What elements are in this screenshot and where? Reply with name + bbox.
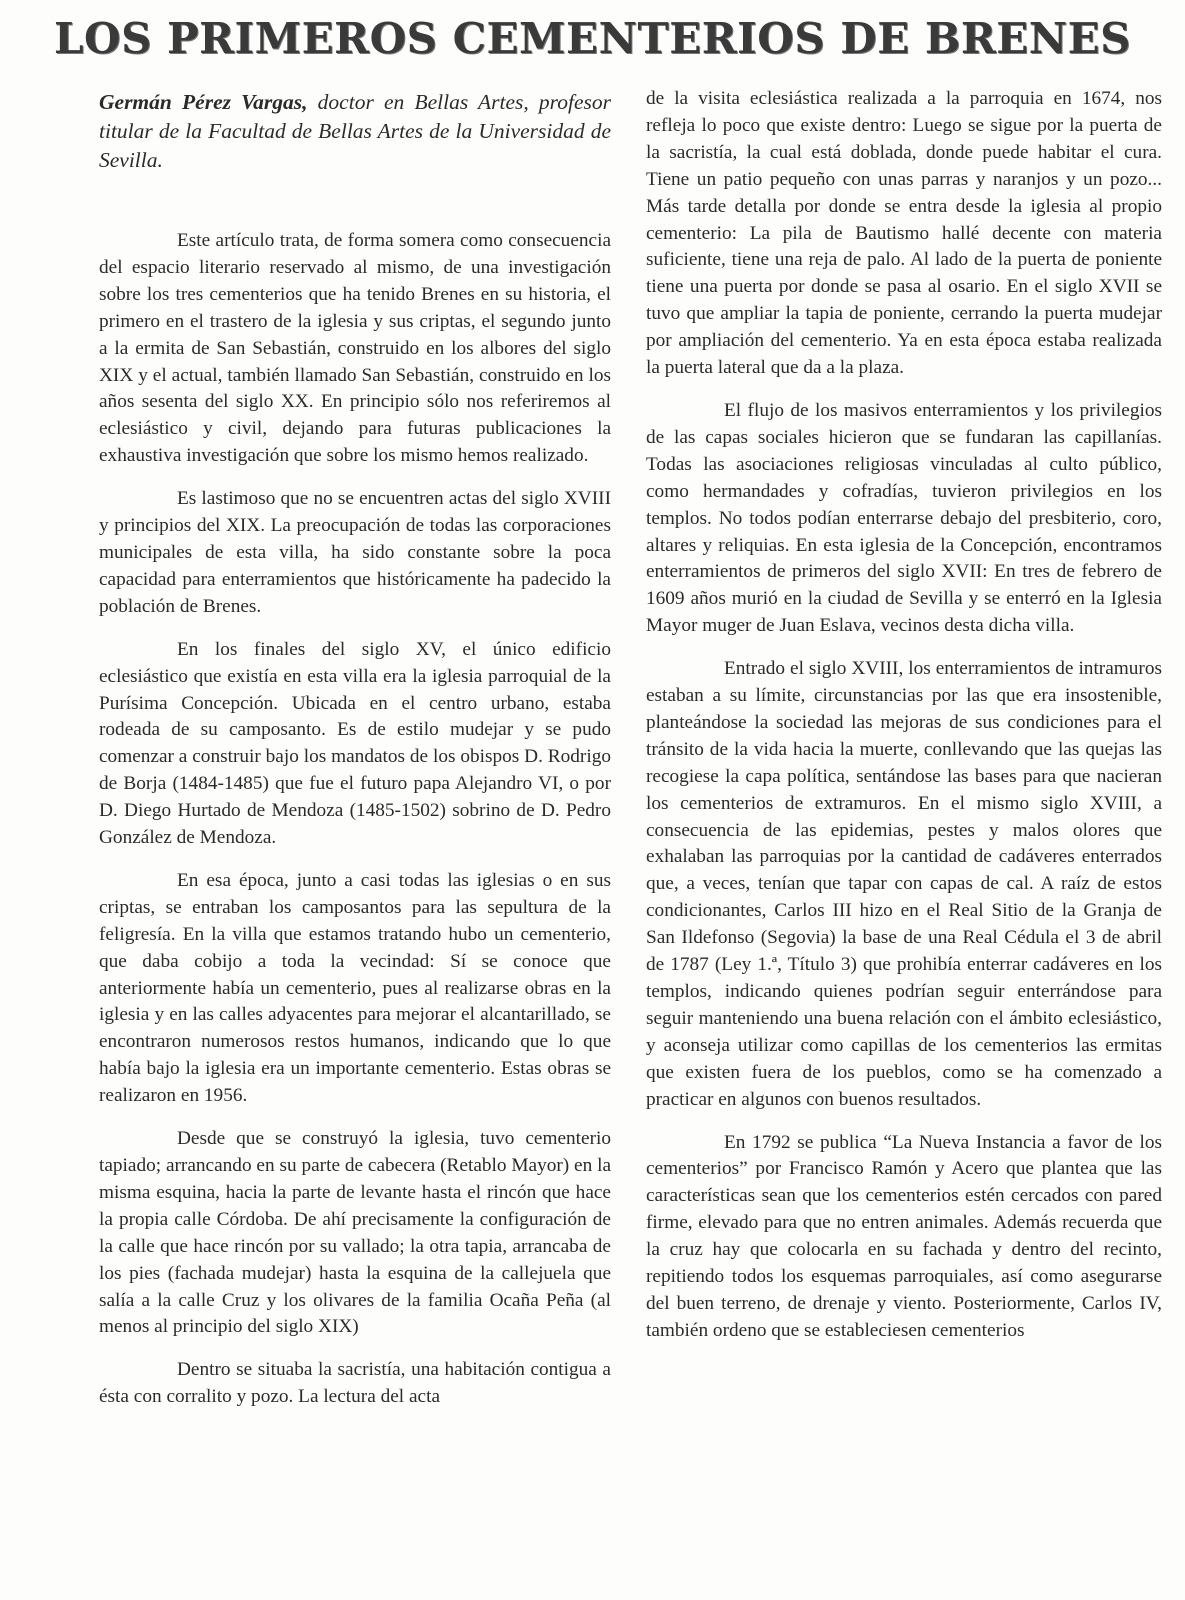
paragraph-1674-visit: de la visita eclesiástica realizada a la parroquia en 1674, nos refleja lo poco que existe dentro: Luego se sigue por la puerta de la sacristía, la cual está doblada, donde puede habitar el cura. Tiene un patio pequeño con unas parras y naranjos y un pozo... Más tarde detalla por donde se entra desde la iglesia al propio cementerio: La pila de Bautismo hallé decente con materia suficiente, tiene una reja de palo. Al lado de la puerta de poniente tiene una puerta por donde se pasa al osario. En el siglo XVII se tuvo que ampliar la tapia de poniente, cerrando la puerta mudejar por ampliación del cementerio. Ya en esta época estaba realizada la puerta lateral que da a la plaza.: [646, 88, 1162, 379]
byline-description: doctor en Bellas Artes, profesor titular de la Facultad de Bellas Artes de la Universidad de Sevilla.: [99, 90, 611, 172]
paragraph-1792-instance: En 1792 se publica “La Nueva Instancia a favor de los cementerios” por Francisco Ramón y Acero que plantea que las características sean que los cementerios estén cercados con pared firme, elevado para que no entren animales. Además recuerda que la cruz hay que colocarla en su fachada y dentro del recinto, repitiendo todos los esquemas parroquiales, así como asegurarse del buen terreno, de drenaje y viento. Posteriormente, Carlos IV, también ordeno que se estableciesen cementerios: [646, 1131, 1162, 1341]
paragraph-15th-century-church: En los finales del siglo XV, el único edificio eclesiástico que existía en esta villa era la iglesia parroquial de la Purísima Concepción. Ubicada en el centro urbano, estaba rodeada de su camposanto. Es de estilo mudejar y se pudo comenzar a construir bajo los mandatos de los obispos D. Rodrigo de Borja (1484-1485) que fue el futuro papa Alejandro VI, o por D. Diego Hurtado de Mendoza (1485-1502) sobrino de D. Pedro González de Mendoza.: [99, 638, 611, 849]
byline: [99, 88, 611, 175]
article-title: LOS PRIMEROS CEMENTERIOS DE BRENES: [53, 14, 1132, 63]
paragraph-introduction: Este artículo trata, de forma somera como consecuencia del espacio literario reservado al mismo, de una investigación sobre los tres cementerios que ha tenido Brenes en su historia, el primero en el trastero de la iglesia y sus criptas, el segundo junto a la ermita de San Sebastián, construido en los albores del siglo XIX y el actual, también llamado San Sebastián, construido en los años sesenta del siglo XX. En principio sólo nos referiremos al eclesiástico y civil, dejando para futuras publicaciones la exhaustiva investigación que sobre los mismo hemos realizado.: [99, 230, 611, 467]
paragraph-sacristy: Dentro se situaba la sacristía, una habitación contigua a ésta con corralito y pozo. La lectura del acta: [99, 1359, 611, 1408]
paragraph-walled-cemetery: Desde que se construyó la iglesia, tuvo cementerio tapiado; arrancando en su parte de cabecera (Retablo Mayor) en la misma esquina, hacia la parte de levante hasta el rincón que hace la propia calle Córdoba. De ahí precisamente la configuración de la calle que hace rincón por su vallado; la otra tapia, arrancaba de los pies (fachada mudejar) hasta la esquina de la callejuela que salía a la calle Cruz y los olivares de la familia Ocaña Peña (al menos al principio del siglo XIX): [99, 1128, 611, 1338]
byline-author: Germán Pérez Vargas,: [99, 90, 308, 114]
left-column: [99, 88, 611, 1427]
right-column: [646, 86, 1162, 1361]
paragraph-chaplaincies: El flujo de los masivos enterramientos y los privilegios de las capas sociales hicieron que se fundaran las capillanías. Todas las asociaciones religiosas vinculadas al culto público, como hermandades y cofradías, tuvieron privilegios en los templos. No todos podían enterrarse debajo del presbiterio, coro, altares y reliquias. En esta iglesia de la Concepción, encontramos enterramientos de primeros del siglo XVII: En tres de febrero de 1609 años murió en la ciudad de Sevilla y se enterró en la Iglesia Mayor muger de Juan Eslava, vecinos desta dicha villa.: [646, 399, 1162, 637]
paragraph-municipal-records: Es lastimoso que no se encuentren actas del siglo XVIII y principios del XIX. La preocupación de todas las corporaciones municipales de esta villa, ha sido constante sobre la poca capacidad para enterramientos que históricamente ha padecido la población de Brenes.: [99, 488, 611, 617]
paragraph-18th-century: Entrado el siglo XVIII, los enterramientos de intramuros estaban a su límite, circunstancias por las que era insostenible, planteándose la sociedad las mejoras de sus condiciones para el tránsito de la vida hacia la muerte, conllevando que las quejas las recogiese la capa política, sentándose las bases para que nacieran los cementerios de extramuros. En el mismo siglo XVIII, a consecuencia de las epidemias, pestes y malos olores que exhalaban las parroquias por la cantidad de cadáveres enterrados que, a veces, tenían que tapar con capas de cal. A raíz de estos condicionantes, Carlos III hizo en el Real Sitio de la Granja de San Ildefonso (Segovia) la base de una Real Cédula el 3 de abril de 1787 (Ley 1.ª, Título 3) que prohibía enterrar cadáveres en los templos, indicando quienes podrían seguir enterrándose para seguir manteniendo una buena relación con el ámbito eclesiástico, y aconseja utilizar como capillas de los cementerios las ermitas que existen fuera de los pueblos, como se ha comenzado a practicar en algunos con buenos resultados.: [646, 658, 1162, 1110]
paragraph-church-cemetery: En esa época, junto a casi todas las iglesias o en sus criptas, se entraban los camposantos para las sepultura de la feligresía. En la villa que estamos tratando hubo un cementerio, que daba cobijo a toda la vecindad: Sí se conoce que anteriormente había un cementerio, pues al realizarse obras en la iglesia y en las calles adyacentes para mejorar el alcantarillado, se encontraron numerosos restos humanos, indicando que lo que había bajo la iglesia era un importante cementerio. Estas obras se realizaron en 1956.: [99, 869, 611, 1107]
